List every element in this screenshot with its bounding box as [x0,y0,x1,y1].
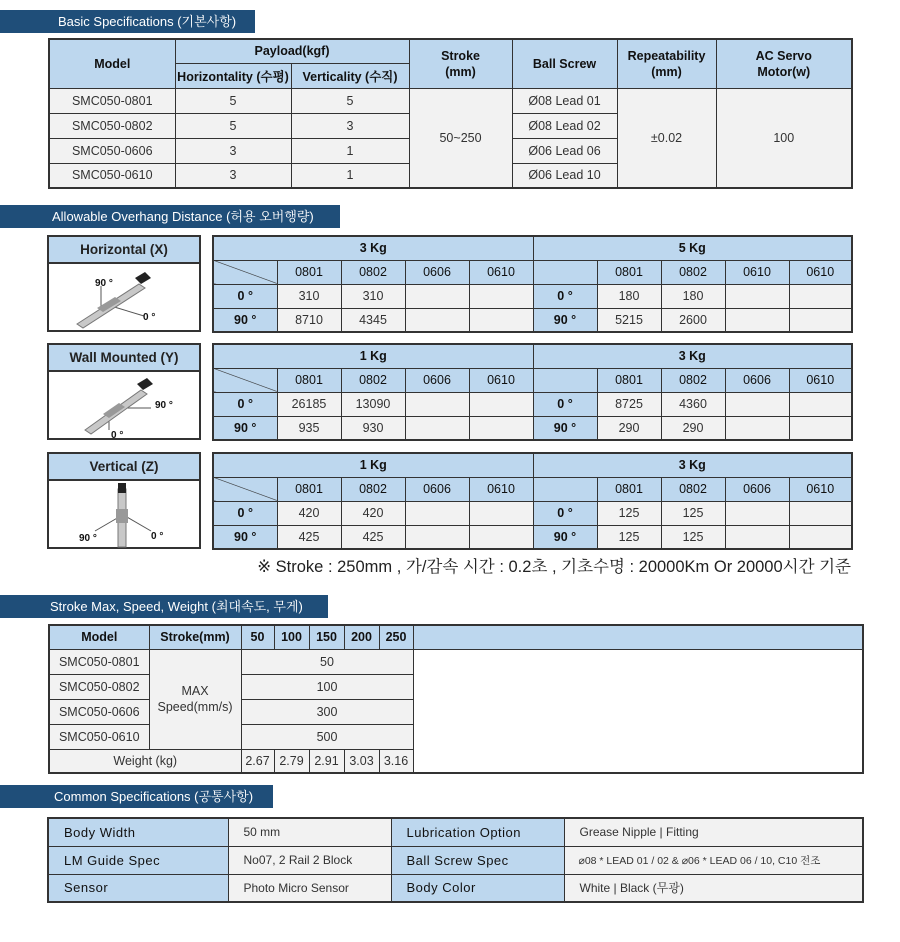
common-spec-table [47,817,864,903]
mount-title: Vertical (Z) [49,454,199,481]
spec-key: Body Color [391,874,564,902]
model-cell: SMC050-0802 [49,113,175,138]
max-speed-value: 300 [241,699,413,724]
horizontal-payload-cell: 3 [175,163,291,188]
weight-value: 3.16 [379,749,413,773]
overhang-value: 4360 [661,392,725,416]
angle-row-label: 90 ° [213,416,277,440]
overhang-value: 930 [341,416,405,440]
basic-spec-table [48,38,853,189]
overhang-value [469,284,533,308]
vertical-payload-cell: 1 [291,138,409,163]
overhang-value [725,284,789,308]
angle-row-label: 0 ° [213,501,277,525]
angle-row-label: 0 ° [533,392,597,416]
model-code-header: 0801 [277,368,341,392]
overhang-value: 425 [277,525,341,549]
angle-label: 90 ° [79,533,97,544]
motor-cell: 100 [716,88,852,188]
weight-header: 1 Kg [213,344,533,368]
table-row [213,236,852,260]
spec-key: LM Guide Spec [48,846,228,874]
actuator-image [49,264,199,332]
angle-row-label: 90 ° [533,308,597,332]
header-payload: Payload(kgf) [175,39,409,63]
model-code-header: 0610 [789,368,852,392]
angle-row-label: 0 ° [213,392,277,416]
stroke-speed-weight-table [48,624,864,774]
blank-header-cell [533,368,597,392]
model-code-header: 0606 [405,368,469,392]
mount-title: Horizontal (X) [49,237,199,264]
model-code-header: 0801 [597,368,661,392]
model-cell: SMC050-0606 [49,138,175,163]
vertical-payload-cell: 1 [291,163,409,188]
overhang-value: 180 [597,284,661,308]
overhang-value: 420 [341,501,405,525]
header-stroke: Stroke (mm) [409,39,512,88]
spec-value: No07, 2 Rail 2 Block [228,846,391,874]
overhang-value: 310 [277,284,341,308]
mount-title: Wall Mounted (Y) [49,345,199,372]
model-cell: SMC050-0606 [49,699,149,724]
ball-screw-cell: Ø06 Lead 06 [512,138,617,163]
spec-value: Grease Nipple | Fitting [564,818,863,846]
header-stroke-length: 50 [241,625,274,649]
overhang-value [469,501,533,525]
weight-header: 3 Kg [533,453,852,477]
overhang-value [469,416,533,440]
table-row [48,818,863,846]
section-banner-stroke: Stroke Max, Speed, Weight (최대속도, 무게) [0,595,328,618]
model-code-header: 0801 [277,260,341,284]
spec-key: Sensor [48,874,228,902]
overhang-table [212,452,853,550]
table-row [48,846,863,874]
actuator-image [49,372,199,440]
table-row [213,368,852,392]
table-row [213,525,852,549]
angle-label: 0 ° [111,430,124,441]
overhang-value [405,308,469,332]
header-blank [413,625,863,649]
model-cell: SMC050-0801 [49,88,175,113]
header-stroke: Stroke(mm) [149,625,241,649]
overhang-value: 4345 [341,308,405,332]
overhang-value: 13090 [341,392,405,416]
overhang-mount-box [47,235,201,332]
overhang-value: 125 [661,501,725,525]
angle-row-label: 0 ° [533,501,597,525]
overhang-value: 125 [597,525,661,549]
table-row [49,649,863,674]
model-code-header: 0610 [725,260,789,284]
weight-value: 2.91 [309,749,344,773]
header-model: Model [49,39,175,88]
overhang-value: 125 [661,525,725,549]
spec-value: 50 mm [228,818,391,846]
blank-header-cell [533,477,597,501]
horizontal-payload-cell: 5 [175,113,291,138]
table-row [213,501,852,525]
actuator-image [49,481,199,549]
overhang-value [725,308,789,332]
overhang-value: 26185 [277,392,341,416]
spec-key: Body Width [48,818,228,846]
weight-value: 2.79 [274,749,309,773]
weight-header: 1 Kg [213,453,533,477]
diagonal-header-cell [213,260,277,284]
overhang-value [405,392,469,416]
overhang-table [212,235,853,333]
model-code-header: 0610 [469,260,533,284]
table-row [213,260,852,284]
overhang-value [725,525,789,549]
angle-row-label: 90 ° [533,525,597,549]
overhang-value: 2600 [661,308,725,332]
angle-row-label: 90 ° [213,308,277,332]
section-banner-basic: Basic Specifications (기본사항) [0,10,255,33]
max-speed-value: 500 [241,724,413,749]
header-ball-screw: Ball Screw [512,39,617,88]
model-code-header: 0802 [341,260,405,284]
angle-row-label: 0 ° [533,284,597,308]
weight-value: 2.67 [241,749,274,773]
table-row [49,39,852,63]
overhang-value [789,525,852,549]
table-row [213,416,852,440]
section-banner-overhang: Allowable Overhang Distance (허용 오버행량) [0,205,340,228]
model-cell: SMC050-0802 [49,674,149,699]
model-code-header: 0802 [341,368,405,392]
section-banner-common: Common Specifications (공통사항) [0,785,273,808]
max-speed-label: MAX Speed(mm/s) [149,649,241,749]
angle-label: 0 ° [143,312,156,323]
table-row [48,874,863,902]
overhang-value [789,392,852,416]
overhang-value [405,416,469,440]
overhang-mount-box [47,343,201,440]
model-code-header: 0802 [341,477,405,501]
overhang-value: 5215 [597,308,661,332]
table-row [49,625,863,649]
model-code-header: 0802 [661,477,725,501]
overhang-value [789,308,852,332]
max-speed-value: 50 [241,649,413,674]
overhang-value: 8725 [597,392,661,416]
model-code-header: 0801 [597,260,661,284]
ball-screw-cell: Ø08 Lead 02 [512,113,617,138]
model-code-header: 0606 [725,477,789,501]
angle-label: 90 ° [95,278,113,289]
blank-area [413,649,863,773]
angle-row-label: 90 ° [533,416,597,440]
weight-header: 5 Kg [533,236,852,260]
overhang-value: 425 [341,525,405,549]
blank-header-cell [533,260,597,284]
overhang-value [789,416,852,440]
spec-key: Ball Screw Spec [391,846,564,874]
model-code-header: 0606 [405,260,469,284]
overhang-value [405,501,469,525]
stroke-cell: 50~250 [409,88,512,188]
overhang-value: 310 [341,284,405,308]
table-row [213,284,852,308]
overhang-value: 125 [597,501,661,525]
overhang-value [405,284,469,308]
overhang-value: 420 [277,501,341,525]
header-stroke-length: 150 [309,625,344,649]
overhang-mount-box [47,452,201,549]
model-code-header: 0802 [661,260,725,284]
header-stroke-length: 200 [344,625,379,649]
overhang-value [405,525,469,549]
weight-header: 3 Kg [533,344,852,368]
weight-value: 3.03 [344,749,379,773]
overhang-table [212,343,853,441]
overhang-value [469,308,533,332]
table-row [213,453,852,477]
overhang-note: ※ Stroke : 250mm , 가/감속 시간 : 0.2초 , 기초수명 : 20000Km Or 20000시간 기준 [257,558,851,576]
weight-header: 3 Kg [213,236,533,260]
vertical-payload-cell: 3 [291,113,409,138]
overhang-value: 8710 [277,308,341,332]
model-cell: SMC050-0610 [49,163,175,188]
horizontal-payload-cell: 5 [175,88,291,113]
overhang-value: 935 [277,416,341,440]
model-code-header: 0610 [789,260,852,284]
table-row [213,477,852,501]
overhang-value [725,416,789,440]
overhang-value [725,392,789,416]
overhang-value [725,501,789,525]
angle-row-label: 90 ° [213,525,277,549]
ball-screw-cell: Ø08 Lead 01 [512,88,617,113]
angle-row-label: 0 ° [213,284,277,308]
model-code-header: 0610 [789,477,852,501]
angle-label: 0 ° [151,531,164,542]
model-code-header: 0801 [597,477,661,501]
header-stroke-length: 100 [274,625,309,649]
vertical-payload-cell: 5 [291,88,409,113]
overhang-value: 290 [597,416,661,440]
repeatability-cell: ±0.02 [617,88,716,188]
overhang-value [789,284,852,308]
angle-label: 90 ° [155,400,173,411]
spec-key: Lubrication Option [391,818,564,846]
header-stroke-length: 250 [379,625,413,649]
overhang-value [789,501,852,525]
model-code-header: 0606 [725,368,789,392]
model-code-header: 0606 [405,477,469,501]
diagonal-header-cell [213,477,277,501]
spec-value: Photo Micro Sensor [228,874,391,902]
overhang-value [469,392,533,416]
max-speed-value: 100 [241,674,413,699]
overhang-value [469,525,533,549]
diagonal-header-cell [213,368,277,392]
horizontal-payload-cell: 3 [175,138,291,163]
spec-value: ⌀08 * LEAD 01 / 02 & ⌀06 * LEAD 06 / 10, C10 전조 [564,846,863,874]
weight-label: Weight (kg) [49,749,241,773]
table-row [213,392,852,416]
table-row [213,344,852,368]
model-code-header: 0610 [469,368,533,392]
model-cell: SMC050-0801 [49,649,149,674]
table-row [49,88,852,113]
overhang-value: 290 [661,416,725,440]
model-code-header: 0802 [661,368,725,392]
header-model: Model [49,625,149,649]
ball-screw-cell: Ø06 Lead 10 [512,163,617,188]
model-code-header: 0801 [277,477,341,501]
overhang-value: 180 [661,284,725,308]
header-motor: AC Servo Motor(w) [716,39,852,88]
spec-value: White | Black (무광) [564,874,863,902]
header-repeatability: Repeatability (mm) [617,39,716,88]
header-verticality: Verticality (수직) [291,63,409,88]
header-horizontality: Horizontality (수평) [175,63,291,88]
model-cell: SMC050-0610 [49,724,149,749]
model-code-header: 0610 [469,477,533,501]
table-row [213,308,852,332]
